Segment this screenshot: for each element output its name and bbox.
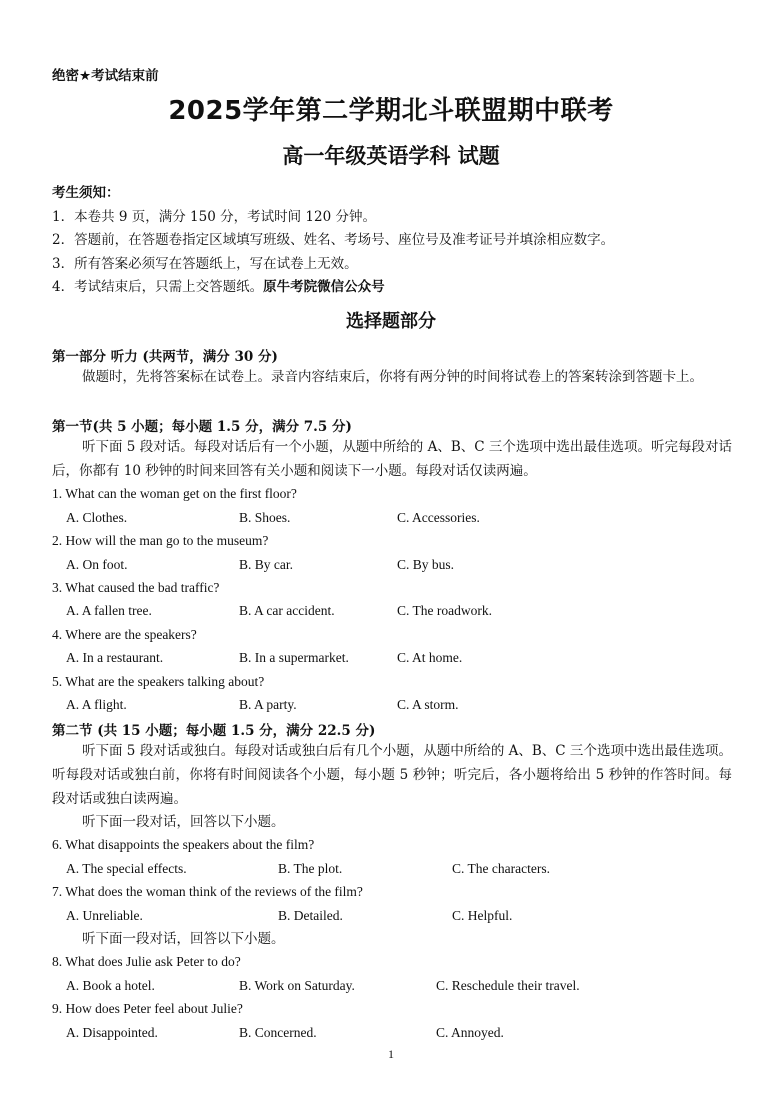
note-item-4-text: 4．考试结束后，只需上交答题纸。 — [52, 279, 264, 295]
exam-subtitle: 高一年级英语学科 试题 — [282, 144, 500, 168]
q4-option-a: A. In a restaurant. — [66, 650, 164, 665]
listen-prompt-1: 听下面一段对话，回答以下小题。 — [82, 814, 285, 830]
q6-option-c: C. The characters. — [452, 861, 550, 876]
section2-instruction: 听下面 5 段对话或独白。每段对话或独白后有几个小题，从题中所给的 A、B、C 三个选项中选出最佳选项。听每段对话或独白前，你将有时间阅读各个小题，每小题 5 秒钟；听完后，各小题将给出 5 秒钟的作答时间。每段对话或独白读两遍。 — [52, 743, 732, 807]
q4-option-c: C. At home. — [397, 650, 463, 665]
note-item-2: 2．答题前，在答题卷指定区域填写班级、姓名、考场号、座位号及准考证号并填涂相应数字。 — [52, 232, 615, 248]
q4-option-b: B. In a supermarket. — [239, 650, 349, 665]
section1-heading: 第一节(共 5 小题；每小题 1.5 分，满分 7.5 分) — [52, 419, 352, 435]
section-title: 选择题部分 — [346, 311, 436, 332]
listen-prompt-2: 听下面一段对话，回答以下小题。 — [82, 931, 285, 947]
q8-option-c: C. Reschedule their travel. — [436, 978, 580, 993]
q6-option-b: B. The plot. — [278, 861, 343, 876]
notes-heading: 考生须知： — [52, 185, 120, 201]
q3-option-b: B. A car accident. — [239, 603, 335, 618]
q8-option-b: B. Work on Saturday. — [239, 978, 355, 993]
question-8: 8. What does Julie ask Peter to do? — [52, 954, 241, 969]
page-number: 1 — [388, 1047, 394, 1061]
secret-label: 绝密★考试结束前 — [52, 68, 159, 84]
q2-option-a: A. On foot. — [66, 557, 128, 572]
q6-option-a: A. The special effects. — [66, 861, 187, 876]
question-7: 7. What does the woman think of the reviews of the film? — [52, 884, 363, 899]
q7-option-a: A. Unreliable. — [66, 908, 143, 923]
section2-heading: 第二节 (共 15 小题；每小题 1.5 分，满分 22.5 分) — [52, 723, 376, 739]
q9-option-a: A. Disappointed. — [66, 1025, 158, 1040]
note-item-1: 1．本卷共 9 页，满分 150 分，考试时间 120 分钟。 — [52, 209, 376, 225]
watermark-text: 原牛考院微信公众号 — [263, 279, 385, 295]
q1-option-b: B. Shoes. — [239, 510, 291, 525]
q8-option-a: A. Book a hotel. — [66, 978, 155, 993]
question-3: 3. What caused the bad traffic? — [52, 580, 220, 595]
question-1: 1. What can the woman get on the first floor? — [52, 486, 297, 501]
q9-option-b: B. Concerned. — [239, 1025, 317, 1040]
section1-instruction: 听下面 5 段对话。每段对话后有一个小题，从题中所给的 A、B、C 三个选项中选出最佳选项。听完每段对话后，你都有 10 秒钟的时间来回答有关小题和阅读下一小题。每段对话仅读两遍。 — [52, 439, 732, 479]
part1-instruction: 做题时，先将答案标在试卷上。录音内容结束后，你将有两分钟的时间将试卷上的答案转涂到答题卡上。 — [82, 369, 703, 385]
q5-option-a: A. A flight. — [66, 697, 127, 712]
question-5: 5. What are the speakers talking about? — [52, 674, 265, 689]
question-4: 4. Where are the speakers? — [52, 627, 197, 642]
q2-option-c: C. By bus. — [397, 557, 455, 572]
note-item-4 — [52, 275, 385, 295]
exam-title: 2025学年第二学期北斗联盟期中联考 — [168, 96, 614, 126]
q7-option-b: B. Detailed. — [278, 908, 343, 923]
q9-option-c: C. Annoyed. — [436, 1025, 504, 1040]
part1-heading: 第一部分 听力 (共两节，满分 30 分) — [52, 349, 278, 365]
q5-option-b: B. A party. — [239, 697, 297, 712]
q5-option-c: C. A storm. — [397, 697, 459, 712]
q7-option-c: C. Helpful. — [452, 908, 513, 923]
note-item-3: 3．所有答案必须写在答题纸上，写在试卷上无效。 — [52, 256, 358, 272]
q1-option-a: A. Clothes. — [66, 510, 128, 525]
question-6: 6. What disappoints the speakers about the film? — [52, 837, 315, 852]
q3-option-c: C. The roadwork. — [397, 603, 492, 618]
question-9: 9. How does Peter feel about Julie? — [52, 1001, 243, 1016]
q2-option-b: B. By car. — [239, 557, 293, 572]
question-2: 2. How will the man go to the museum? — [52, 533, 269, 548]
q1-option-c: C. Accessories. — [397, 510, 480, 525]
q3-option-a: A. A fallen tree. — [66, 603, 152, 618]
